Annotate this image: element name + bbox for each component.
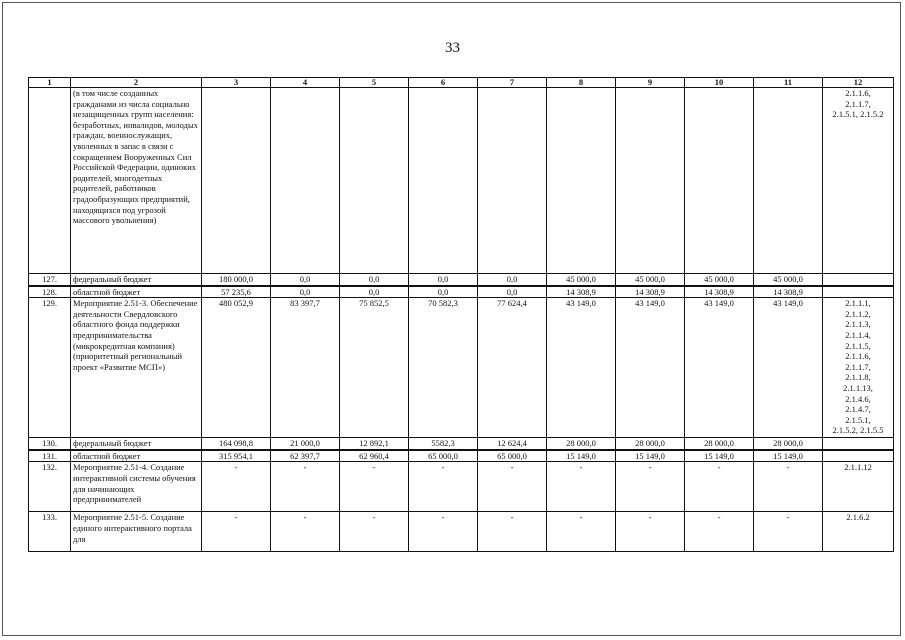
table-row xyxy=(29,462,894,512)
value-cell: 164 098,8 xyxy=(202,438,271,450)
row-number: 133. xyxy=(29,512,71,552)
row-number: 131. xyxy=(29,450,71,462)
row-number: 129. xyxy=(29,298,71,438)
target-code: 2.1.5.2, 2.1.5.5 xyxy=(832,425,884,436)
value-cell: 83 397,7 xyxy=(271,298,340,438)
value-cell: 0,0 xyxy=(409,274,478,286)
value-cell: 28 000,0 xyxy=(685,438,754,450)
header-row xyxy=(29,78,894,88)
column-header: 2 xyxy=(71,78,202,88)
value-cell: 28 000,0 xyxy=(547,438,616,450)
value-cell: 43 149,0 xyxy=(616,298,685,438)
row-name: Мероприятие 2.51-3. Обеспечение деятельности Свердловского областного фонда поддержки предпринимательства (микрокредитная компания) (приоритетный региональный проект «Развитие МСП») xyxy=(71,298,202,438)
value-cell xyxy=(547,88,616,274)
row-number xyxy=(29,88,71,274)
column-header: 8 xyxy=(547,78,616,88)
value-cell: 45 000,0 xyxy=(547,274,616,286)
value-cell: - xyxy=(409,462,478,512)
row-number: 132. xyxy=(29,462,71,512)
target-code: 2.1.1.6, xyxy=(845,88,871,98)
column-header: 11 xyxy=(754,78,823,88)
column-header: 10 xyxy=(685,78,754,88)
value-cell: 15 149,0 xyxy=(616,450,685,462)
value-cell: 57 235,6 xyxy=(202,286,271,298)
value-cell: - xyxy=(202,462,271,512)
budget-table xyxy=(28,77,894,552)
target-code: 2.1.1.13, xyxy=(843,382,873,393)
target-code: 2.1.1.2, xyxy=(845,308,871,319)
value-cell: - xyxy=(685,462,754,512)
target-codes xyxy=(823,88,894,274)
value-cell: 62 960,4 xyxy=(340,450,409,462)
value-cell: 75 852,5 xyxy=(340,298,409,438)
value-cell: 45 000,0 xyxy=(754,274,823,286)
table-row xyxy=(29,450,894,462)
value-cell: 43 149,0 xyxy=(547,298,616,438)
column-header: 12 xyxy=(823,78,894,88)
value-cell: - xyxy=(478,462,547,512)
value-cell: 0,0 xyxy=(478,274,547,286)
target-codes xyxy=(823,438,894,450)
target-code: 2.1.4.6, xyxy=(845,393,871,404)
table-row xyxy=(29,512,894,552)
column-header: 5 xyxy=(340,78,409,88)
target-code: 2.1.1.1, xyxy=(845,298,871,309)
value-cell: - xyxy=(685,512,754,552)
value-cell: - xyxy=(616,462,685,512)
value-cell: - xyxy=(340,462,409,512)
value-cell: 0,0 xyxy=(409,286,478,298)
value-cell: 12 624,4 xyxy=(478,438,547,450)
target-code: 2.1.1.6, xyxy=(845,351,871,362)
target-code: 2.1.1.8, xyxy=(845,372,871,383)
value-cell: 0,0 xyxy=(271,286,340,298)
value-cell: 28 000,0 xyxy=(754,438,823,450)
value-cell: 0,0 xyxy=(271,274,340,286)
value-cell: 21 000,0 xyxy=(271,438,340,450)
value-cell: 28 000,0 xyxy=(616,438,685,450)
table-row xyxy=(29,298,894,438)
table-row xyxy=(29,286,894,298)
value-cell: - xyxy=(754,462,823,512)
value-cell: 65 000,0 xyxy=(409,450,478,462)
target-code: 2.1.1.7, xyxy=(845,98,871,109)
value-cell: - xyxy=(271,462,340,512)
target-code: 2.1.1.12 xyxy=(844,462,872,473)
table-row xyxy=(29,274,894,286)
value-cell: - xyxy=(409,512,478,552)
value-cell xyxy=(202,88,271,274)
target-codes xyxy=(823,274,894,286)
value-cell: - xyxy=(547,462,616,512)
value-cell: 45 000,0 xyxy=(685,274,754,286)
row-number: 130. xyxy=(29,438,71,450)
value-cell: 180 000,0 xyxy=(202,274,271,286)
value-cell: 0,0 xyxy=(340,286,409,298)
row-name: Мероприятие 2.51-5. Создание единого интерактивного портала для xyxy=(71,512,202,552)
value-cell: - xyxy=(616,512,685,552)
row-name: федеральный бюджет xyxy=(71,438,202,450)
target-code: 2.1.1.7, xyxy=(845,361,871,372)
value-cell: - xyxy=(271,512,340,552)
value-cell: 45 000,0 xyxy=(616,274,685,286)
value-cell: - xyxy=(340,512,409,552)
row-number: 127. xyxy=(29,274,71,286)
value-cell: 14 308,9 xyxy=(754,286,823,298)
value-cell xyxy=(478,88,547,274)
value-cell: 0,0 xyxy=(478,286,547,298)
page-number: 33 xyxy=(445,40,460,56)
target-codes xyxy=(823,450,894,462)
value-cell xyxy=(340,88,409,274)
value-cell: - xyxy=(547,512,616,552)
value-cell xyxy=(754,88,823,274)
row-name: Мероприятие 2.51-4. Создание интерактивной системы обучения для начинающих предпринимателей xyxy=(71,462,202,512)
value-cell: 15 149,0 xyxy=(754,450,823,462)
value-cell: - xyxy=(202,512,271,552)
target-codes xyxy=(823,298,894,438)
target-code: 2.1.5.1, xyxy=(845,414,871,425)
target-code: 2.1.1.4, xyxy=(845,329,871,340)
row-name: областной бюджет xyxy=(71,450,202,462)
value-cell: 14 308,9 xyxy=(616,286,685,298)
table-row xyxy=(29,88,894,274)
value-cell: 62 397,7 xyxy=(271,450,340,462)
value-cell: 43 149,0 xyxy=(685,298,754,438)
target-code: 2.1.4.7, xyxy=(845,404,871,415)
value-cell: 12 892,1 xyxy=(340,438,409,450)
value-cell xyxy=(685,88,754,274)
target-code: 2.1.1.5, xyxy=(845,340,871,351)
value-cell: 15 149,0 xyxy=(685,450,754,462)
target-codes xyxy=(823,462,894,512)
value-cell: 0,0 xyxy=(340,274,409,286)
target-codes xyxy=(823,512,894,552)
value-cell xyxy=(616,88,685,274)
value-cell: 65 000,0 xyxy=(478,450,547,462)
row-name: (в том числе созданных гражданами из числа социально незащищенных групп населения: безработных, инвалидов, молодых граждан, военнослужащих, уволенных в запас в связи с сокращением Вооруженных Сил Российской Федерации, одиноких родителей, многодетных родителей, работников градообразующих предприятий, находящихся под угрозой массового увольнения) xyxy=(71,88,202,274)
table-body xyxy=(29,78,894,552)
value-cell: 43 149,0 xyxy=(754,298,823,438)
column-header: 1 xyxy=(29,78,71,88)
table-row xyxy=(29,438,894,450)
column-header: 3 xyxy=(202,78,271,88)
target-code: 2.1.5.1, 2.1.5.2 xyxy=(832,109,884,120)
target-codes xyxy=(823,286,894,298)
target-code: 2.1.6.2 xyxy=(846,512,870,523)
value-cell: 77 624,4 xyxy=(478,298,547,438)
column-header: 6 xyxy=(409,78,478,88)
value-cell: 14 308,9 xyxy=(685,286,754,298)
value-cell: 14 308,9 xyxy=(547,286,616,298)
row-name: федеральный бюджет xyxy=(71,274,202,286)
value-cell: 70 582,3 xyxy=(409,298,478,438)
column-header: 9 xyxy=(616,78,685,88)
value-cell xyxy=(271,88,340,274)
row-number: 128. xyxy=(29,286,71,298)
column-header: 4 xyxy=(271,78,340,88)
value-cell: 315 954,1 xyxy=(202,450,271,462)
value-cell: - xyxy=(754,512,823,552)
row-name: областной бюджет xyxy=(71,286,202,298)
target-code: 2.1.1.3, xyxy=(845,319,871,330)
value-cell: 15 149,0 xyxy=(547,450,616,462)
value-cell: 5582,3 xyxy=(409,438,478,450)
value-cell: - xyxy=(478,512,547,552)
column-header: 7 xyxy=(478,78,547,88)
value-cell xyxy=(409,88,478,274)
value-cell: 480 052,9 xyxy=(202,298,271,438)
